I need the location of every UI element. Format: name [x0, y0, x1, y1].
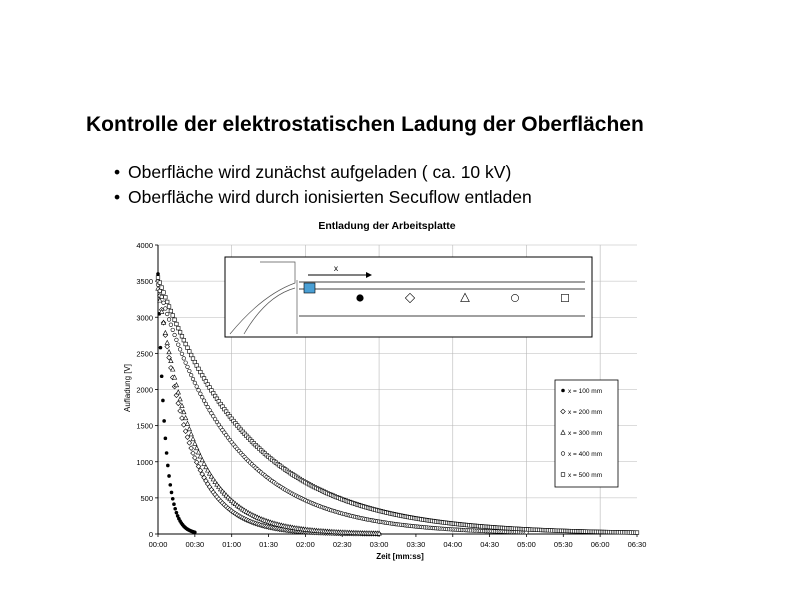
data-point [176, 401, 181, 406]
data-point [167, 305, 171, 309]
data-point [156, 272, 160, 276]
data-point [162, 291, 166, 295]
data-point [185, 421, 189, 425]
data-point [175, 511, 179, 515]
data-point [165, 451, 169, 455]
x-tick-label: 02:00 [295, 540, 315, 549]
y-tick-label: 4000 [136, 241, 153, 250]
data-point [167, 350, 171, 354]
data-point [165, 340, 169, 344]
data-point [160, 295, 164, 299]
data-point [160, 286, 164, 290]
x-tick-label: 04:30 [480, 540, 500, 549]
data-point [165, 344, 170, 349]
data-point [191, 357, 195, 361]
legend-marker [561, 473, 565, 477]
data-point [189, 446, 194, 451]
data-point [193, 441, 197, 445]
bullet-dot: • [114, 162, 121, 182]
inset-x-label: x [333, 263, 339, 273]
data-point [197, 388, 201, 392]
data-point [161, 399, 165, 403]
setup-inset [225, 257, 592, 337]
data-point [164, 295, 168, 299]
data-point [158, 281, 162, 285]
data-point [178, 348, 182, 352]
y-tick-label: 1500 [136, 421, 153, 431]
data-point [178, 409, 183, 414]
y-tick-label: 1000 [136, 457, 153, 467]
data-point [186, 346, 190, 350]
x-tick-label: 03:00 [369, 540, 389, 549]
data-point [176, 343, 180, 347]
data-point [199, 392, 203, 396]
chart-title: Entladung der Arbeitsplatte [318, 220, 456, 232]
data-point [193, 455, 198, 460]
data-point [191, 451, 196, 456]
data-point [164, 307, 168, 311]
data-point [165, 300, 169, 304]
data-point [167, 474, 171, 478]
data-point [183, 429, 188, 434]
data-point [180, 403, 184, 407]
data-point [635, 531, 639, 535]
legend-label: x = 100 mm [568, 388, 603, 395]
data-point [182, 338, 186, 342]
y-tick-label: 500 [140, 493, 153, 503]
data-point [166, 464, 170, 468]
data-point [165, 312, 169, 316]
data-point [193, 381, 197, 385]
data-point [173, 333, 177, 337]
data-point [182, 357, 186, 361]
data-point [172, 502, 176, 506]
data-point [198, 454, 202, 458]
data-point [184, 342, 188, 346]
data-point [171, 314, 175, 318]
data-point [189, 432, 193, 436]
data-point [173, 507, 177, 511]
data-point [187, 427, 191, 431]
data-point [191, 377, 195, 381]
data-point [195, 446, 199, 450]
data-point [191, 437, 195, 441]
x-tick-label: 01:30 [259, 540, 278, 549]
bullet-text: Oberfläche wird zunächst aufgeladen ( ca. 10 kV) [128, 162, 512, 182]
data-point [189, 373, 193, 377]
data-point [156, 276, 160, 280]
data-point [176, 326, 180, 330]
data-point [171, 497, 175, 501]
data-point [189, 353, 193, 357]
legend-label: x = 500 mm [568, 472, 603, 479]
x-tick-label: 05:30 [553, 540, 573, 549]
data-point [162, 301, 166, 305]
data-point [188, 369, 192, 373]
data-point [169, 323, 173, 327]
y-tick-label: 2000 [136, 385, 153, 395]
data-point [175, 338, 179, 342]
data-point [171, 328, 175, 332]
legend-label: x = 200 mm [568, 409, 603, 416]
bullet-dot: • [114, 187, 121, 207]
legend-marker [561, 452, 565, 456]
data-point [196, 450, 200, 454]
data-point [178, 330, 182, 334]
data-point [202, 399, 206, 403]
data-point [169, 309, 173, 313]
data-point [200, 395, 204, 399]
inset-ionizer-source [304, 283, 315, 293]
data-point [188, 350, 192, 354]
data-point [160, 374, 164, 378]
y-tick-label: 0 [148, 530, 153, 539]
data-point [186, 365, 190, 369]
y-axis-label: Aufladung [V] [123, 363, 132, 413]
data-point [175, 322, 179, 326]
inset-position-marker [561, 294, 568, 301]
data-point [184, 361, 188, 365]
data-point [193, 360, 197, 364]
data-point [168, 483, 172, 487]
y-tick-label: 3500 [136, 277, 153, 287]
x-tick-label: 00:00 [148, 540, 168, 549]
x-tick-label: 06:00 [590, 540, 610, 549]
data-point [193, 530, 197, 534]
x-tick-label: 06:30 [627, 540, 647, 549]
inset-position-marker [511, 294, 518, 301]
data-point [180, 334, 184, 338]
inset-position-marker [356, 294, 363, 301]
y-tick-label: 3000 [136, 313, 153, 323]
chart-legend [555, 380, 618, 487]
y-tick-label: 2500 [136, 349, 153, 359]
data-point [180, 352, 184, 356]
x-tick-label: 01:00 [222, 540, 242, 549]
data-point [176, 390, 180, 394]
data-point [164, 437, 168, 441]
data-point [159, 346, 163, 350]
legend-label: x = 400 mm [568, 451, 603, 458]
x-tick-label: 04:00 [443, 540, 463, 549]
data-point [162, 419, 166, 423]
legend-marker [561, 389, 565, 393]
bullet-text: Oberfläche wird durch ionisierten Secuflow entladen [128, 187, 532, 207]
data-point [163, 331, 167, 335]
data-point [173, 318, 177, 322]
x-axis-label: Zeit [mm:ss] [376, 552, 424, 561]
x-tick-label: 05:00 [517, 540, 536, 549]
slide-title: Kontrolle der elektrostatischen Ladung der Oberflächen [86, 113, 644, 136]
x-tick-label: 03:30 [406, 540, 426, 549]
data-point [195, 385, 199, 389]
data-point [170, 491, 174, 495]
data-point [178, 397, 182, 401]
data-point [187, 440, 192, 445]
legend-label: x = 300 mm [568, 430, 603, 437]
x-tick-label: 00:30 [185, 540, 205, 549]
data-point [182, 410, 186, 414]
data-point [167, 318, 171, 322]
x-tick-label: 02:30 [332, 540, 352, 549]
